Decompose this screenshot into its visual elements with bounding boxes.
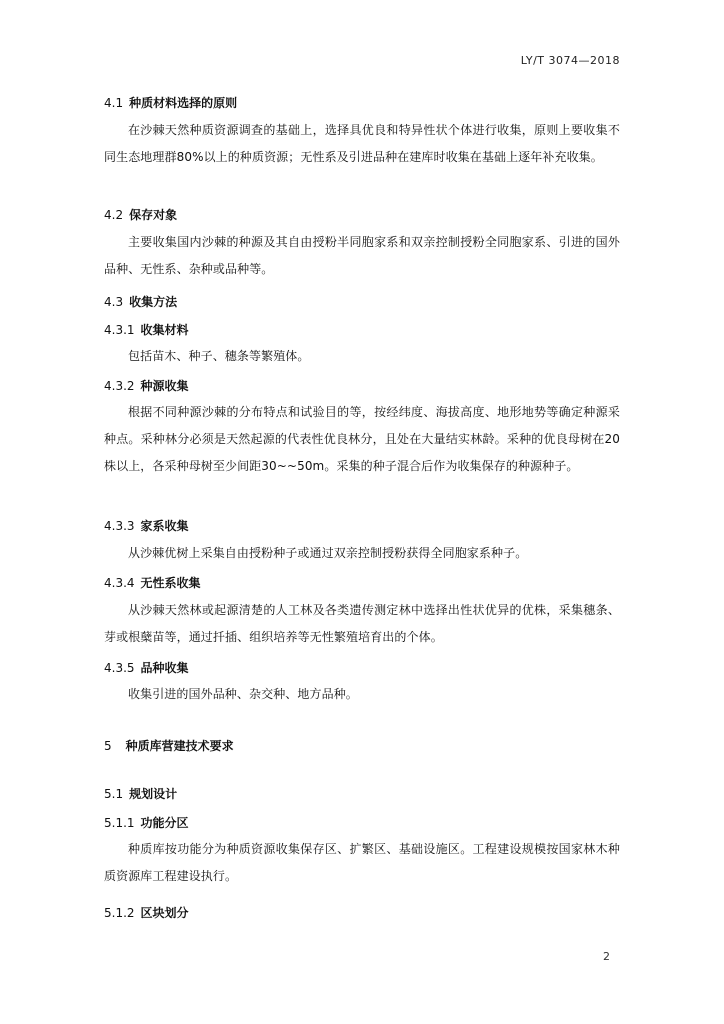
heading-5-1: 5.1 规划设计 bbox=[104, 787, 178, 801]
paragraph-5-1-1: 种质库按功能分为种质资源收集保存区、扩繁区、基础设施区。工程建设规模按国家林木种质资源库工程建设执行。 bbox=[104, 842, 620, 883]
heading-5: 5 种质库营建技术要求 bbox=[104, 739, 234, 753]
heading-4-1: 4.1 种质材料选择的原则 bbox=[104, 96, 238, 110]
paragraph-4-3-1: 包括苗木、种子、穗条等繁殖体。 bbox=[128, 349, 310, 363]
paragraph-4-3-2: 根据不同种源沙棘的分布特点和试验目的等，按经纬度、海拔高度、地形地势等确定种源采种点。采种林分必须是天然起源的代表性优良林分，且处在大量结实林龄。采种的优良母树在20株以上，各采种母树至少间距30~~50m。采集的种子混合后作为收集保存的种源种子。 bbox=[104, 405, 620, 473]
heading-4-3-5: 4.3.5 品种收集 bbox=[104, 661, 189, 675]
heading-4-2: 4.2 保存对象 bbox=[104, 208, 178, 222]
paragraph-4-1: 在沙棘天然种质资源调查的基础上，选择具优良和特异性状个体进行收集，原则上要收集不同生态地理群80%以上的种质资源；无性系及引进品种在建库时收集在基础上逐年补充收集。 bbox=[104, 123, 620, 164]
paragraph-4-3-3: 从沙棘优树上采集自由授粉种子或通过双亲控制授粉获得全同胞家系种子。 bbox=[128, 546, 528, 560]
heading-4-3-4: 4.3.4 无性系收集 bbox=[104, 576, 201, 590]
heading-4-3: 4.3 收集方法 bbox=[104, 295, 178, 309]
heading-4-3-1: 4.3.1 收集材料 bbox=[104, 323, 189, 337]
heading-5-1-1: 5.1.1 功能分区 bbox=[104, 816, 189, 830]
heading-4-3-3: 4.3.3 家系收集 bbox=[104, 519, 189, 533]
paragraph-4-3-5: 收集引进的国外品种、杂交种、地方品种。 bbox=[128, 687, 358, 701]
paragraph-4-3-4: 从沙棘天然林或起源清楚的人工林及各类遗传测定林中选择出性状优异的优株，采集穗条、芽或根蘖苗等，通过扦插、组织培养等无性繁殖培育出的个体。 bbox=[104, 603, 620, 644]
heading-5-1-2: 5.1.2 区块划分 bbox=[104, 906, 189, 920]
page-number: 2 bbox=[603, 950, 610, 963]
heading-4-3-2: 4.3.2 种源收集 bbox=[104, 379, 189, 393]
standard-number: LY/T 3074—2018 bbox=[520, 54, 620, 67]
paragraph-4-2: 主要收集国内沙棘的种源及其自由授粉半同胞家系和双亲控制授粉全同胞家系、引进的国外品种、无性系、杂种或品种等。 bbox=[104, 235, 620, 276]
